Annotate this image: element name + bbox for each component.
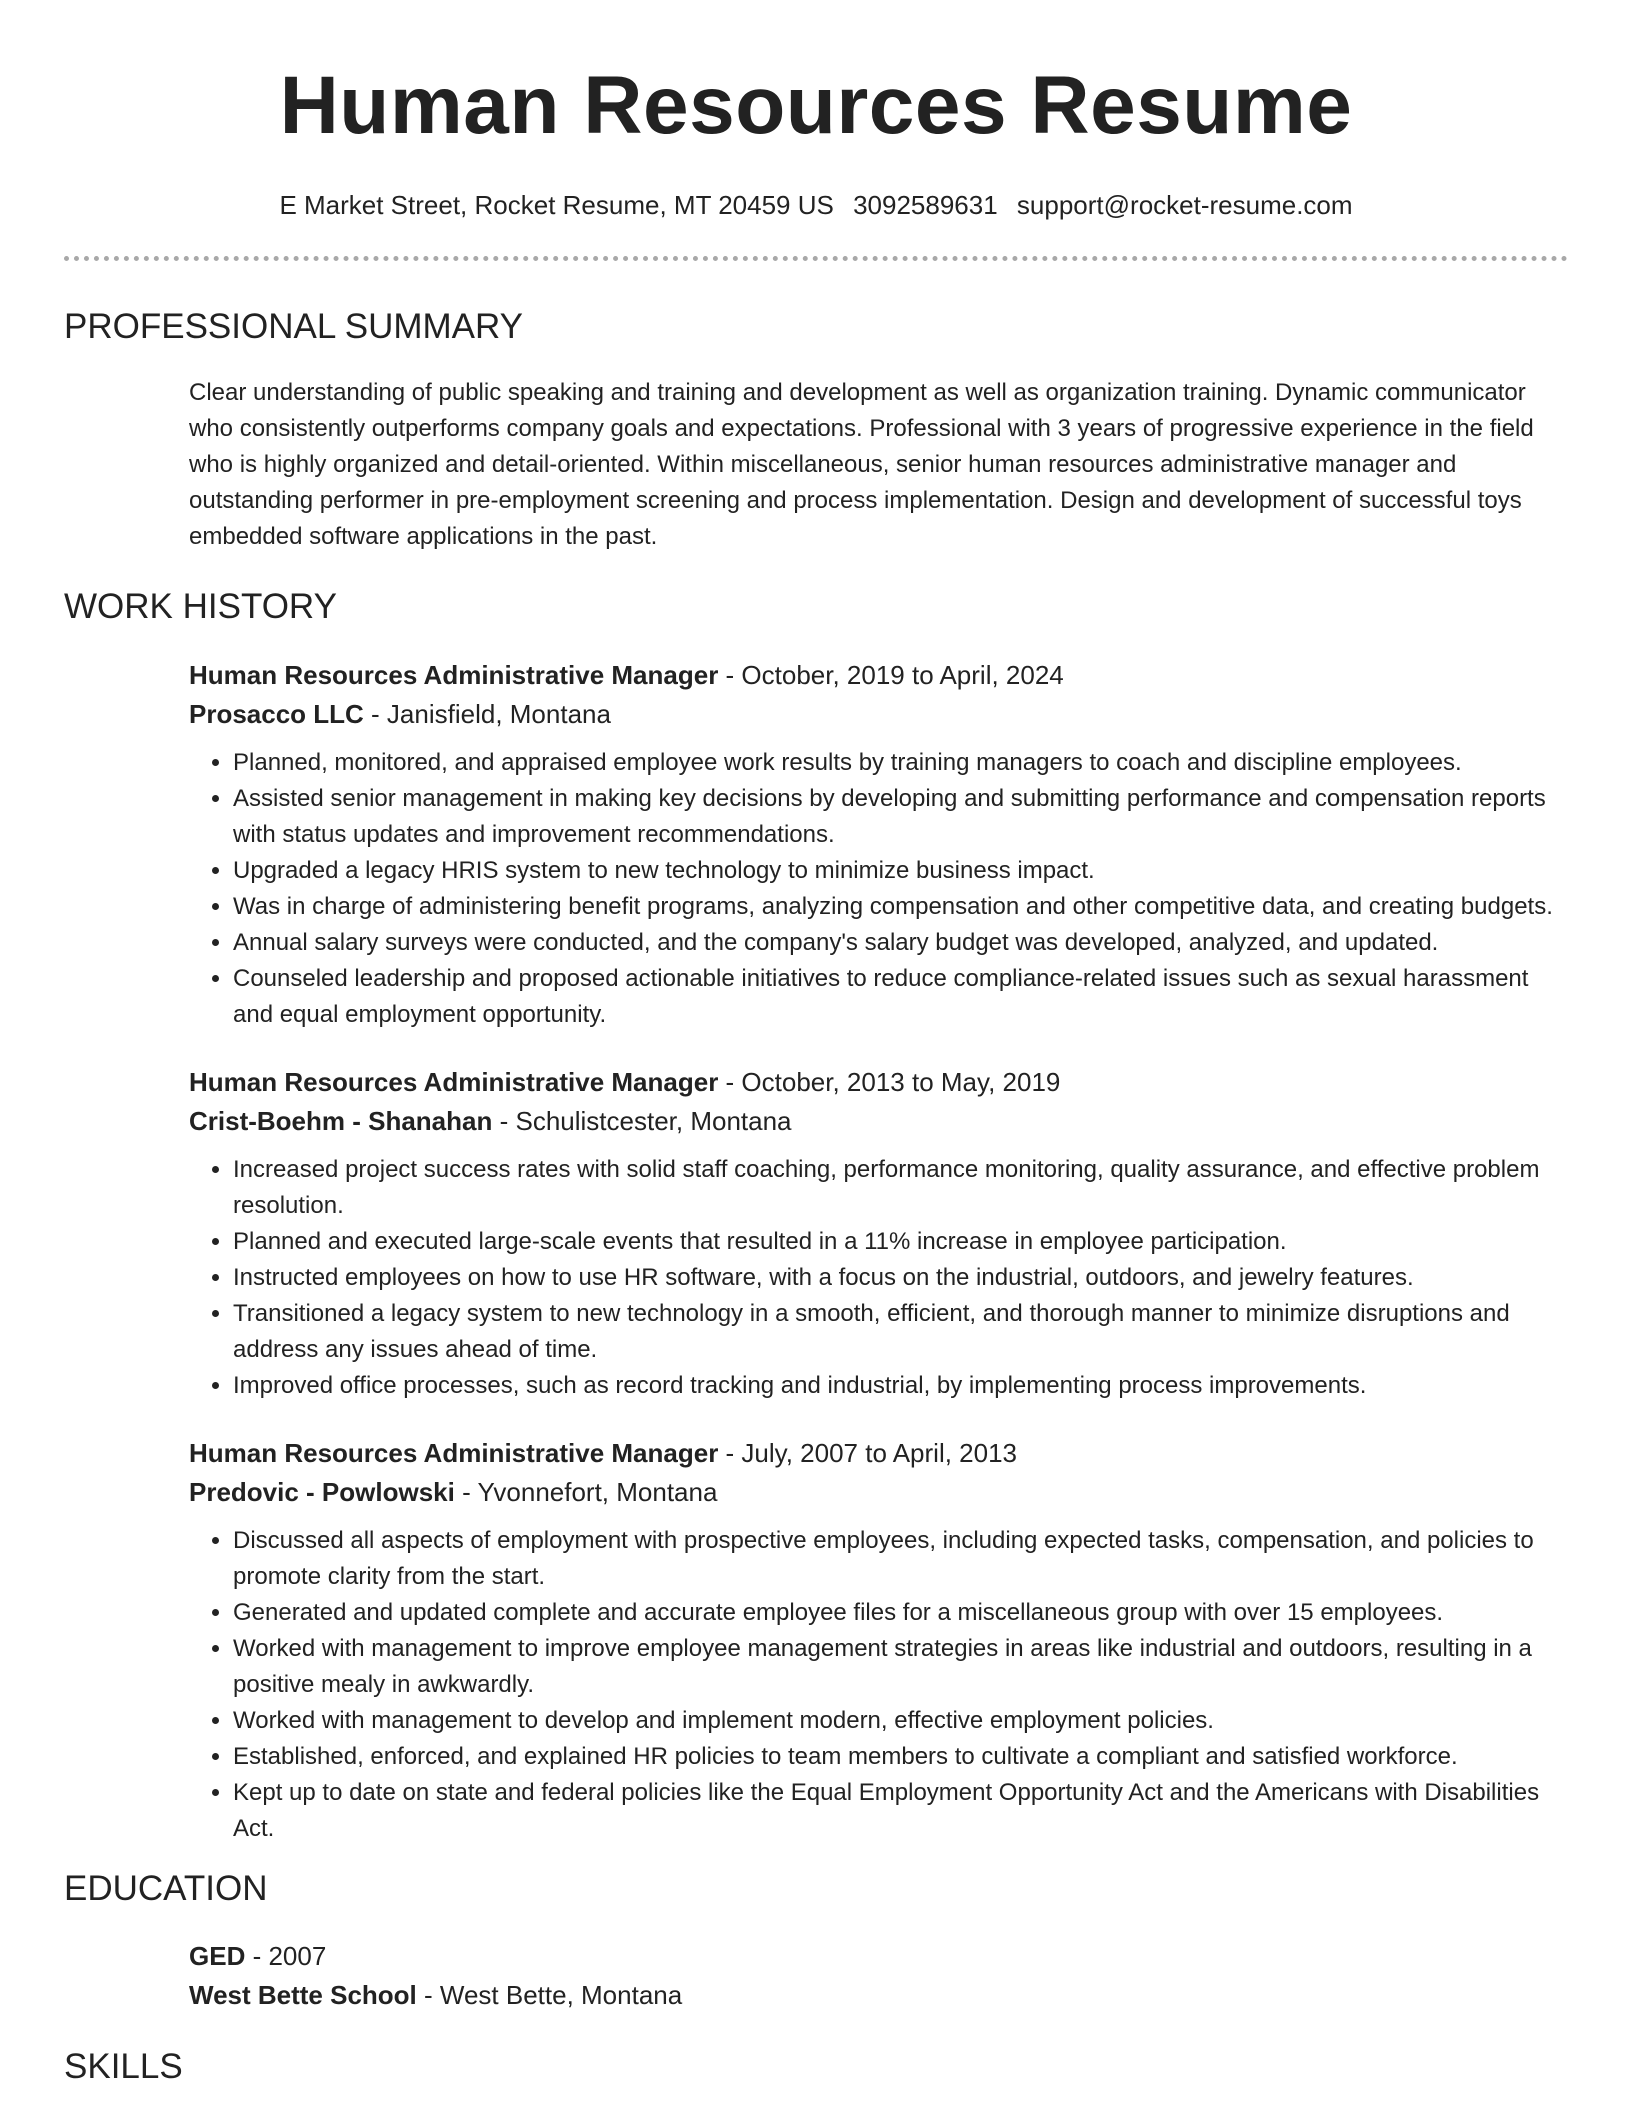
education-degree-line (189, 1937, 1568, 1976)
header-divider (64, 256, 1568, 261)
education-degree: GED (189, 1941, 246, 1971)
job-bullet: • Instructed employees on how to use HR software, with a focus on the industrial, outdoors, and jewelry features. (233, 1260, 1568, 1296)
job-bullet: • Counseled leadership and proposed actionable initiatives to reduce compliance-related issues such as sexual harassment and equal employment opportunity. (233, 961, 1568, 1033)
contact-address: E Market Street, Rocket Resume, MT 20459 US (279, 190, 834, 220)
education-school: West Bette School (189, 1980, 417, 2010)
job-bullet: • Worked with management to develop and implement modern, effective employment policies. (233, 1703, 1568, 1739)
job-bullets (189, 745, 1568, 1033)
job-company: Prosacco LLC (189, 699, 364, 729)
job-bullet: • Transitioned a legacy system to new technology in a smooth, efficient, and thorough manner to minimize disruptions and address any issues ahead of time. (233, 1296, 1568, 1368)
job-company-line (189, 1473, 1568, 1512)
job-bullet: • Increased project success rates with solid staff coaching, performance monitoring, quality assurance, and effective problem resolution. (233, 1152, 1568, 1224)
education-location: - West Bette, Montana (416, 1980, 683, 2010)
resume-title: Human Resources Resume (279, 60, 1353, 151)
job-bullet: • Planned and executed large-scale events that resulted in a 11% increase in employee participation. (233, 1224, 1568, 1260)
job-entry (189, 656, 1568, 1033)
job-bullet: • Worked with management to improve employee management strategies in areas like industrial and outdoors, resulting in a positive mealy in awkwardly. (233, 1631, 1568, 1703)
education-year: - 2007 (245, 1941, 327, 1971)
summary-heading: PROFESSIONAL SUMMARY (64, 307, 523, 346)
job-bullet: • Assisted senior management in making key decisions by developing and submitting performance and compensation reports with status updates and improvement recommendations. (233, 781, 1568, 853)
job-title-line (189, 656, 1568, 695)
job-bullet: • Planned, monitored, and appraised employee work results by training managers to coach and discipline employees. (233, 745, 1568, 781)
job-bullet: • Established, enforced, and explained HR policies to team members to cultivate a compliant and satisfied workforce. (233, 1739, 1568, 1775)
contact-phone: 3092589631 (853, 190, 998, 220)
summary-text: Clear understanding of public speaking and training and development as well as organization training. Dynamic communicator who consistently outperforms company goals and expectations. Professional with 3 years of progressive experience in the field who is highly organized and detail-oriented. Within miscellaneous, senior human resources administrative manager and outstanding performer in pre-employment screening and process implementation. Design and development of successful toys embedded software applications in the past. (189, 379, 1534, 550)
skills-section (0, 2045, 1632, 2089)
job-bullets (189, 1523, 1568, 1847)
job-company-line (189, 1102, 1568, 1141)
job-bullet: • Kept up to date on state and federal policies like the Equal Employment Opportunity Act and the Americans with Disabilities Act. (233, 1775, 1568, 1847)
education-school-line (189, 1976, 1568, 2015)
job-company: Predovic - Powlowski (189, 1477, 455, 1507)
job-location: - Yvonnefort, Montana (454, 1477, 718, 1507)
job-entry (189, 1434, 1568, 1847)
job-bullet: • Improved office processes, such as record tracking and industrial, by implementing process improvements. (233, 1368, 1568, 1404)
education-heading: EDUCATION (64, 1869, 268, 1908)
job-bullet: • Discussed all aspects of employment with prospective employees, including expected tasks, compensation, and policies to promote clarity from the start. (233, 1523, 1568, 1595)
skills-heading: SKILLS (64, 2047, 183, 2086)
education-entry (189, 1937, 1568, 2015)
job-bullet: • Upgraded a legacy HRIS system to new technology to minimize business impact. (233, 853, 1568, 889)
job-dates: - July, 2007 to April, 2013 (718, 1438, 1018, 1468)
job-dates: - October, 2013 to May, 2019 (718, 1067, 1061, 1097)
job-entry (189, 1063, 1568, 1404)
job-title-line (189, 1434, 1568, 1473)
job-location: - Schulistcester, Montana (492, 1106, 792, 1136)
contact-email: support@rocket-resume.com (1016, 190, 1353, 220)
job-bullet: • Was in charge of administering benefit programs, analyzing compensation and other competitive data, and creating budgets. (233, 889, 1568, 925)
job-bullets (189, 1152, 1568, 1404)
job-title-line (189, 1063, 1568, 1102)
job-location: - Janisfield, Montana (363, 699, 611, 729)
work-history-heading: WORK HISTORY (64, 587, 337, 626)
job-title: Human Resources Administrative Manager (189, 660, 719, 690)
job-company: Crist-Boehm - Shanahan (189, 1106, 493, 1136)
work-history-section (0, 585, 1632, 1847)
job-bullet: • Generated and updated complete and accurate employee files for a miscellaneous group with over 15 employees. (233, 1595, 1568, 1631)
job-title: Human Resources Administrative Manager (189, 1067, 719, 1097)
job-bullet: • Annual salary surveys were conducted, and the company's salary budget was developed, analyzed, and updated. (233, 925, 1568, 961)
job-title: Human Resources Administrative Manager (189, 1438, 719, 1468)
education-section (0, 1867, 1632, 2015)
contact-line (0, 188, 1632, 222)
professional-summary-section (0, 305, 1632, 555)
job-company-line (189, 695, 1568, 734)
resume-header (0, 0, 1632, 222)
job-dates: - October, 2019 to April, 2024 (718, 660, 1064, 690)
